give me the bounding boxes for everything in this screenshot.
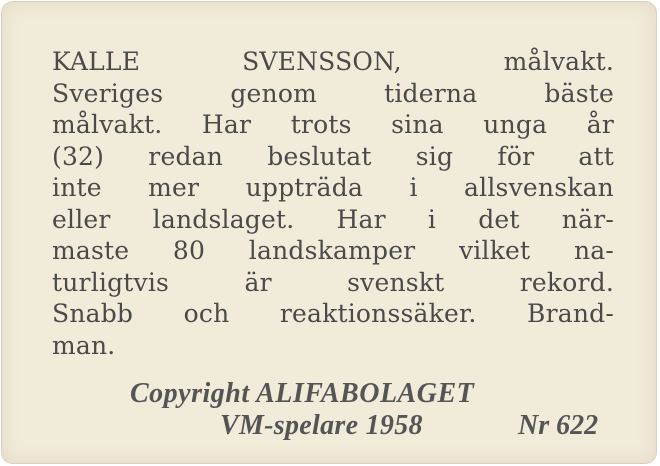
bio-line-2: Sveriges genom tiderna bäste [52,78,614,108]
bio-line-7: maste 80 landskamper vilket na- [52,236,614,265]
copyright-text: Copyright ALIFABOLAGET [130,378,475,409]
bio-line-3: målvakt. Har trots sina unga år [52,110,614,139]
player-bio [52,46,614,361]
bio-line-8: turligtvis är svenskt rekord. [52,267,614,297]
trading-card [1,1,657,464]
bio-line-9: Snabb och reaktionssäker. Brand- [52,299,614,328]
card-number: Nr 622 [518,410,599,441]
bio-line-10: man. [52,330,116,360]
series-name: VM-spelare 1958 [220,410,423,441]
bio-line-5: inte mer uppträda i allsvenskan [52,173,614,202]
bio-line-6: eller landslaget. Har i det när- [52,204,614,234]
bio-line-1: KALLE SVENSSON, målvakt. [52,47,614,76]
bio-line-4: (32) redan beslutat sig för att [52,141,614,171]
